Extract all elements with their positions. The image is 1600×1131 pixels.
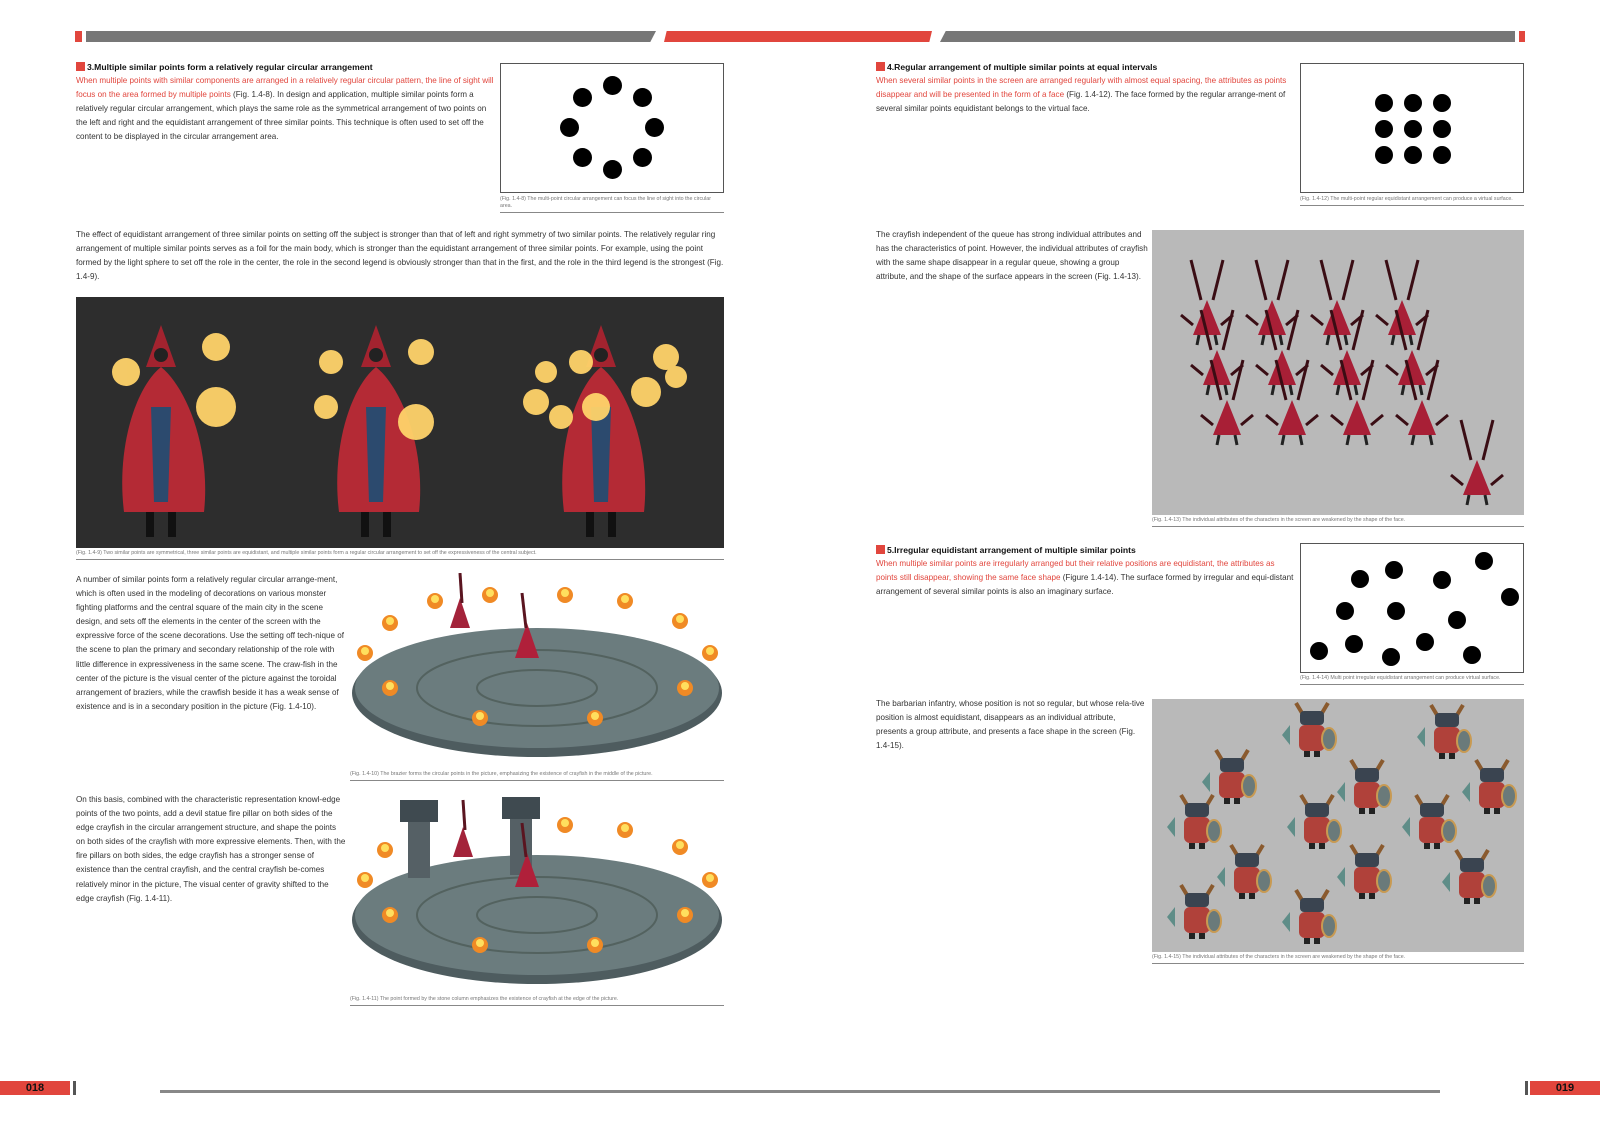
- fig-1-4-9-caption: (Fig. 1.4-9) Two similar points are symmetrical, three similar points are equidistant, and multiple similar points form a regular circular arrangement to set off the expressiveness of the central subject.: [76, 550, 724, 560]
- fig-1-4-10-image: [350, 573, 724, 768]
- dot: [1404, 120, 1422, 138]
- dot: [633, 148, 652, 167]
- dot: [1433, 571, 1451, 589]
- crayfish-independent: [1451, 420, 1503, 505]
- dot: [1375, 94, 1393, 112]
- dot: [1433, 120, 1451, 138]
- dot: [633, 88, 652, 107]
- paragraph-2: The effect of equidistant arrangement of three similar points on setting off the subject is stronger than that of left and right symmetry of two similar points. The relatively regular ring arrangement of multiple similar points serves as a foil for the main body, which is stronger than the equidistant arrangement of three similar points. For example, using the point formed by the light sphere to set off the role in the center, the role in the second legend is obviously stronger than that in the first, and the role in the third legend is the strongest (Fig. 1.4-9).: [76, 230, 724, 282]
- dot: [1433, 146, 1451, 164]
- dot: [1345, 635, 1363, 653]
- fig-1-4-15-caption: (Fig. 1.4-15) The individual attributes of the characters in the screen are weakened by the shape of the face.: [1152, 954, 1524, 964]
- top-right-gray-bar: [940, 31, 1515, 42]
- section-4-highlight: When several similar points in the screen are arranged regularly with almost equal spacing, the attributes as points disappear and will be presented in the form of a face: [876, 76, 1287, 100]
- fig-1-4-11-image: [350, 795, 724, 993]
- dot: [1336, 602, 1354, 620]
- dot: [645, 118, 664, 137]
- section-5-heading: 5.Irregular equidistant arrangement of multiple similar points: [876, 544, 1136, 556]
- fig-1-4-15-image: [1152, 699, 1524, 952]
- dot: [1448, 611, 1466, 629]
- fig-1-4-14-caption: (Fig. 1.4-14) Multi point irregular equidistant arrangement can produce virtual surface.: [1300, 675, 1524, 685]
- section-3-heading: 3.Multiple similar points form a relatively regular circular arrangement: [76, 61, 373, 73]
- fig-1-4-9-image: [76, 297, 724, 548]
- section-4-heading: 4.Regular arrangement of multiple similar points at equal intervals: [876, 61, 1157, 73]
- dot: [1375, 120, 1393, 138]
- crayfish-edge: [453, 800, 473, 857]
- top-left-red-tick: [75, 31, 82, 42]
- circular-dots-figure: [500, 63, 724, 193]
- dot: [1416, 633, 1434, 651]
- dot: [603, 160, 622, 179]
- dot: [560, 118, 579, 137]
- dot: [1404, 94, 1422, 112]
- section-3-highlight: When multiple points with similar components are arranged in a relatively regular circular pattern, the line of sight will focus on the area formed by multiple points: [76, 76, 494, 100]
- fig-1-4-13-image: [1152, 230, 1524, 515]
- red-mage-character-1: [122, 325, 205, 537]
- dot: [1501, 588, 1519, 606]
- fig-1-4-10-caption: (Fig. 1.4-10) The brazier forms the circular points in the picture, emphasizing the existence of crayfish in the middle of the picture.: [350, 771, 724, 781]
- paragraph-4: On this basis, combined with the characteristic representation knowl-edge points of the two points, add a devil statue fire pillar on both sides of the edge crayfish in the circular arrangement structure, and shape the points on both sides of the crayfish with more expressive elements. Then, with the fire pillars on both sides, the edge crayfish has a stronger sense of existence than the central crayfish, and the central crayfish be-comes relatively minor in the picture, The visual center of gravity shifted to the edge crayfish (Fig. 1.4-11).: [76, 795, 346, 903]
- page-number-right: 019: [1530, 1081, 1600, 1095]
- section-square-icon: [876, 545, 885, 554]
- grid-dots-figure: [1300, 63, 1524, 193]
- paragraph-crayfish: The crayfish independent of the queue has strong individual attributes and has the characteristics of point. However, the individual attributes of crayfish with the same shape disappear in a regular queue, showing a group attribute, and the shape of the surface appears in the screen (Fig. 1.4-13).: [876, 230, 1148, 282]
- dot: [1385, 561, 1403, 579]
- dot: [1404, 146, 1422, 164]
- fig-1-4-13-caption: (Fig. 1.4-13) The individual attributes of the characters in the screen are weakened by the shape of the face.: [1152, 517, 1524, 527]
- paragraph-barbarian: The barbarian infantry, whose position is not so regular, but whose rela-tive position is almost equidistant, disappears as an individual attribute, presents a group attribute, and presents a face shape in the screen (Fig. 1.4-15).: [876, 699, 1145, 751]
- irregular-dots-figure: [1300, 543, 1524, 673]
- dot: [1387, 602, 1405, 620]
- section-square-icon: [76, 62, 85, 71]
- footer-rule: [160, 1090, 1440, 1093]
- paragraph-3: A number of similar points form a relatively regular circular arrange-ment, which is often used in the modeling of decorations on various monster fighting platforms and the central square of the main city in the scene design, and sets off the elements in the center of the screen with the expressive force of the scene decorations. Use the setting off tech-nique of the scene to plan the primary and secondary relationship of the role with little difference in expressiveness in the same scene. The craw-fish in the center of the picture is the visual center of the picture against the toroidal arrangement of braziers, while the crawfish beside it has a weak sense of existence and is in a secondary position in the picture (Fig. 1.4-10).: [76, 575, 344, 711]
- barbarian-infantry-group: [1167, 703, 1516, 944]
- crayfish-edge: [450, 573, 470, 628]
- fig-1-4-12-caption: (Fig. 1.4-12) The multi-point regular equidistant arrangement can produce a virtual surface.: [1300, 196, 1524, 206]
- dot: [1310, 642, 1328, 660]
- dot: [1475, 552, 1493, 570]
- dot: [1351, 570, 1369, 588]
- crayfish-center: [515, 593, 539, 658]
- page-number-left-tick: [73, 1081, 76, 1095]
- section-4-paragraph: When several similar points in the screen are arranged regularly with almost equal spacing, the attributes as points disappear and will be presented in the form of a face (Fig. 1.4-12). The face formed by the regular arrange-ment of several similar points equidistant belongs to the virtual face.: [876, 76, 1287, 114]
- dot: [1382, 648, 1400, 666]
- top-left-gray-bar: [86, 31, 656, 42]
- dot: [573, 88, 592, 107]
- top-center-red-bar: [664, 31, 932, 42]
- section-5-highlight: When multiple similar points are irregularly arranged but their relative positions are equidistant, the attributes as points still disappear, showing the same face shape: [876, 559, 1275, 583]
- fig-1-4-11-caption: (Fig. 1.4-11) The point formed by the stone column emphasizes the existence of crayfish at the edge of the picture.: [350, 996, 724, 1006]
- crayfish-formation: [1181, 260, 1448, 445]
- dot: [1433, 94, 1451, 112]
- fig-1-4-8-caption: (Fig. 1.4-8) The multi-point circular arrangement can focus the line of sight into the circular area.: [500, 196, 724, 213]
- page-number-right-tick: [1525, 1081, 1528, 1095]
- section-square-icon: [876, 62, 885, 71]
- page-number-left: 018: [0, 1081, 70, 1095]
- dot: [1375, 146, 1393, 164]
- section-5-paragraph: When multiple similar points are irregularly arranged but their relative positions are equidistant, the attributes as points still disappear, showing the same face shape (Figure 1.4-14). The surface formed by irregular and equi-distant arrangement of several similar points is also an imaginary surface.: [876, 559, 1294, 597]
- top-right-red-tick: [1519, 31, 1525, 42]
- dot: [573, 148, 592, 167]
- section-3-paragraph: When multiple points with similar components are arranged in a relatively regular circular pattern, the line of sight will focus on the area formed by multiple points (Fig. 1.4-8). In design and application, multiple similar points form a relatively regular circular arrangement, which plays the same role as the symmetrical arrangement of two points on the left and right and the equidistant arrangement of three similar points. This technique is often used to set off the content to be displayed in the circular arrangement area.: [76, 76, 494, 142]
- dot: [1463, 646, 1481, 664]
- dot: [603, 76, 622, 95]
